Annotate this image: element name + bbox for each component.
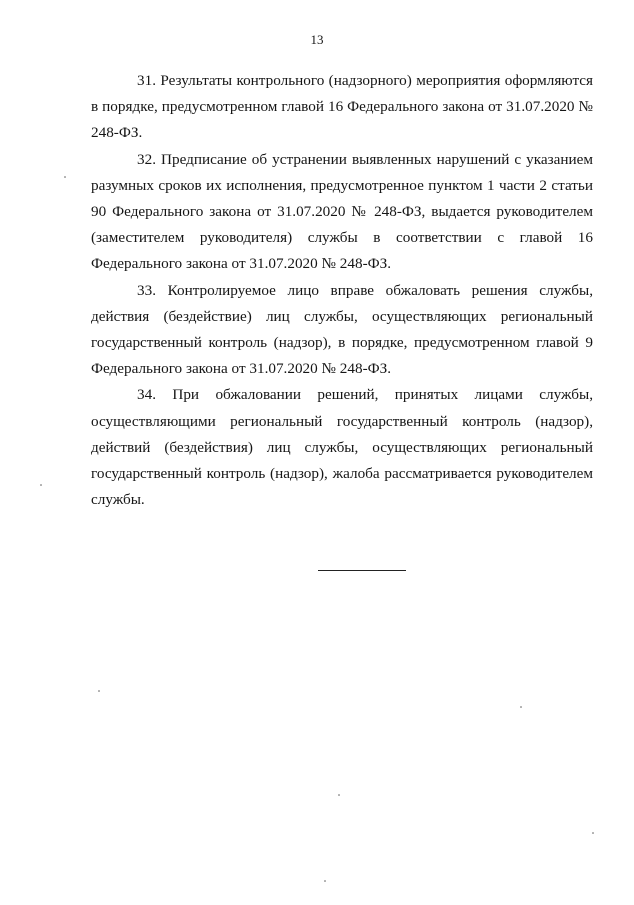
document-body xyxy=(91,68,593,513)
end-divider-line xyxy=(318,570,406,571)
scan-speck xyxy=(592,832,594,834)
scan-speck xyxy=(324,880,326,882)
scan-speck xyxy=(98,690,100,692)
paragraph-33: 33. Контролируемое лицо вправе обжаловать решения службы, действия (бездействие) лиц службы, осуществляющих региональный государственный контроль (надзор), в порядке, предусмотренном главой 9 Федерального закона от 31.07.2020 № 248-ФЗ. xyxy=(91,281,593,378)
scan-speck xyxy=(40,484,42,486)
scan-speck xyxy=(338,794,340,796)
page-number: 13 xyxy=(310,32,324,47)
scan-speck xyxy=(520,706,522,708)
paragraph-31: 31. Результаты контрольного (надзорного) мероприятия оформляются в порядке, предусмотренном главой 16 Федерального закона от 31.07.2020 № 248-ФЗ. xyxy=(91,72,593,142)
paragraph-32: 32. Предписание об устранении выявленных нарушений с указанием разумных сроков их исполнения, предусмотренное пунктом 1 части 2 статьи 90 Федерального закона от 31.07.2020 № 248-ФЗ, выдается руководителем (заместителем руководителя) службы в соответствии с главой 16 Федерального закона от 31.07.2020 № 248-ФЗ. xyxy=(91,150,593,273)
paragraph-34: 34. При обжаловании решений, принятых лицами службы, осуществляющими региональный государственный контроль (надзор), действий (бездействия) лиц службы, осуществляющих региональный государственный контроль (надзор), жалоба рассматривается руководителем службы. xyxy=(91,386,593,509)
scan-speck xyxy=(64,176,66,178)
